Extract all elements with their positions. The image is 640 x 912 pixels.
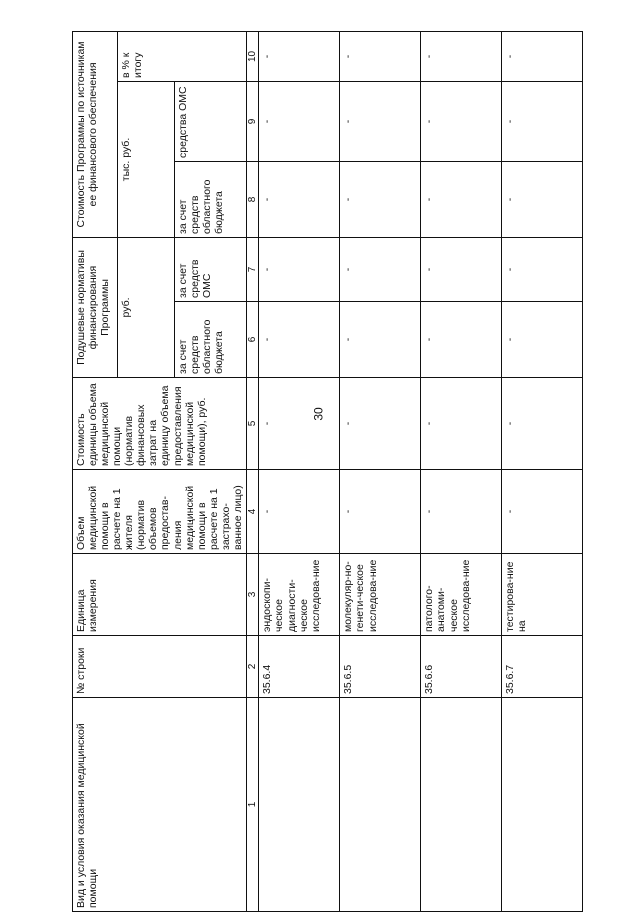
column-number: 8 — [246, 161, 259, 237]
cell-value: - — [261, 509, 274, 514]
column-number: 9 — [246, 81, 259, 161]
cell-value: - — [504, 267, 517, 272]
cell-value: - — [261, 421, 274, 426]
cell-value: - — [504, 509, 517, 514]
cell-row-number: 35.6.6 — [421, 636, 502, 698]
cell-value: - — [342, 267, 355, 272]
cell-value: - — [342, 421, 355, 426]
header-cost-oms: средства ОМС — [174, 81, 246, 161]
cell-unit: эндоскопи-ческое диагности-ческое исследова-ние — [259, 554, 340, 636]
header-kind-conditions: Вид и условия оказания медицинской помощи — [73, 698, 247, 912]
cell-value: - — [504, 337, 517, 342]
header-cost-regional-budget: за счет средств областного бюджета — [174, 161, 246, 237]
cell-unit: патолого-анатоми-ческое исследова-ние — [421, 554, 502, 636]
column-number: 7 — [246, 237, 259, 301]
cell-value: - — [342, 337, 355, 342]
column-number: 10 — [246, 31, 259, 81]
cell-value: - — [423, 197, 436, 202]
cell-value: - — [261, 337, 274, 342]
header-program-cost-unit: тыс. руб. — [118, 81, 175, 237]
cell-unit: молекуляр-но-генети-ческое исследова-ние — [340, 554, 421, 636]
header-per-capita-group: Подушевые нормативы финансирования Программы — [73, 237, 118, 377]
column-number: 1 — [246, 698, 259, 912]
column-number: 4 — [246, 470, 259, 554]
cell-value: - — [261, 197, 274, 202]
cell-unit: тестирова-ние на — [502, 554, 583, 636]
cell-row-number: 35.6.7 — [502, 636, 583, 698]
cell-value: - — [504, 421, 517, 426]
column-number-row — [246, 31, 259, 911]
header-per-capita-unit: руб. — [118, 237, 175, 377]
cell-value: - — [423, 421, 436, 426]
cell-value: - — [342, 119, 355, 124]
column-number: 6 — [246, 302, 259, 378]
header-percent-total: в % к итогу — [118, 31, 247, 81]
cell-value: - — [261, 54, 274, 59]
cell-row-number: 35.6.4 — [259, 636, 340, 698]
cell-kind — [421, 698, 502, 912]
cell-kind — [340, 698, 421, 912]
column-number: 2 — [246, 636, 259, 698]
cell-value: - — [504, 197, 517, 202]
table-row — [421, 31, 502, 911]
cell-value: - — [342, 509, 355, 514]
column-number: 3 — [246, 554, 259, 636]
cell-value: - — [342, 54, 355, 59]
cell-value: - — [504, 119, 517, 124]
header-regional-budget: за счет средств областного бюджета — [174, 302, 246, 378]
header-program-cost-group: Стоимость Программы по источникам ее финансового обеспечения — [73, 31, 118, 237]
cell-value: - — [342, 197, 355, 202]
cell-value: - — [423, 509, 436, 514]
program-cost-table — [72, 31, 583, 912]
cell-value: - — [423, 54, 436, 59]
table-row — [259, 31, 340, 911]
header-unit: Единица измерения — [73, 554, 247, 636]
header-unit-cost: Стоимость единицы объема медицинской помощи (норматив финансовых затрат на единицу объема предоставления медицинской помощи), руб. — [73, 378, 247, 470]
table-row — [340, 31, 421, 911]
page-number: 30 — [311, 407, 326, 421]
table-row — [502, 31, 583, 911]
cell-kind — [259, 698, 340, 912]
cell-kind — [502, 698, 583, 912]
cell-value: - — [261, 119, 274, 124]
column-number: 5 — [246, 378, 259, 470]
cell-value: - — [423, 267, 436, 272]
cell-value: - — [261, 267, 274, 272]
header-volume: Объем медицинской помощи в расчете на 1 жителя (норматив объемов предостав-ления медицинской помощи в расчете на 1 застрахо-ванное лицо) — [73, 470, 247, 554]
cell-value: - — [423, 337, 436, 342]
cell-value: - — [423, 119, 436, 124]
header-row-number: № строки — [73, 636, 247, 698]
cell-value: - — [504, 54, 517, 59]
cell-row-number: 35.6.5 — [340, 636, 421, 698]
header-oms-funds: за счет средств ОМС — [174, 237, 246, 301]
